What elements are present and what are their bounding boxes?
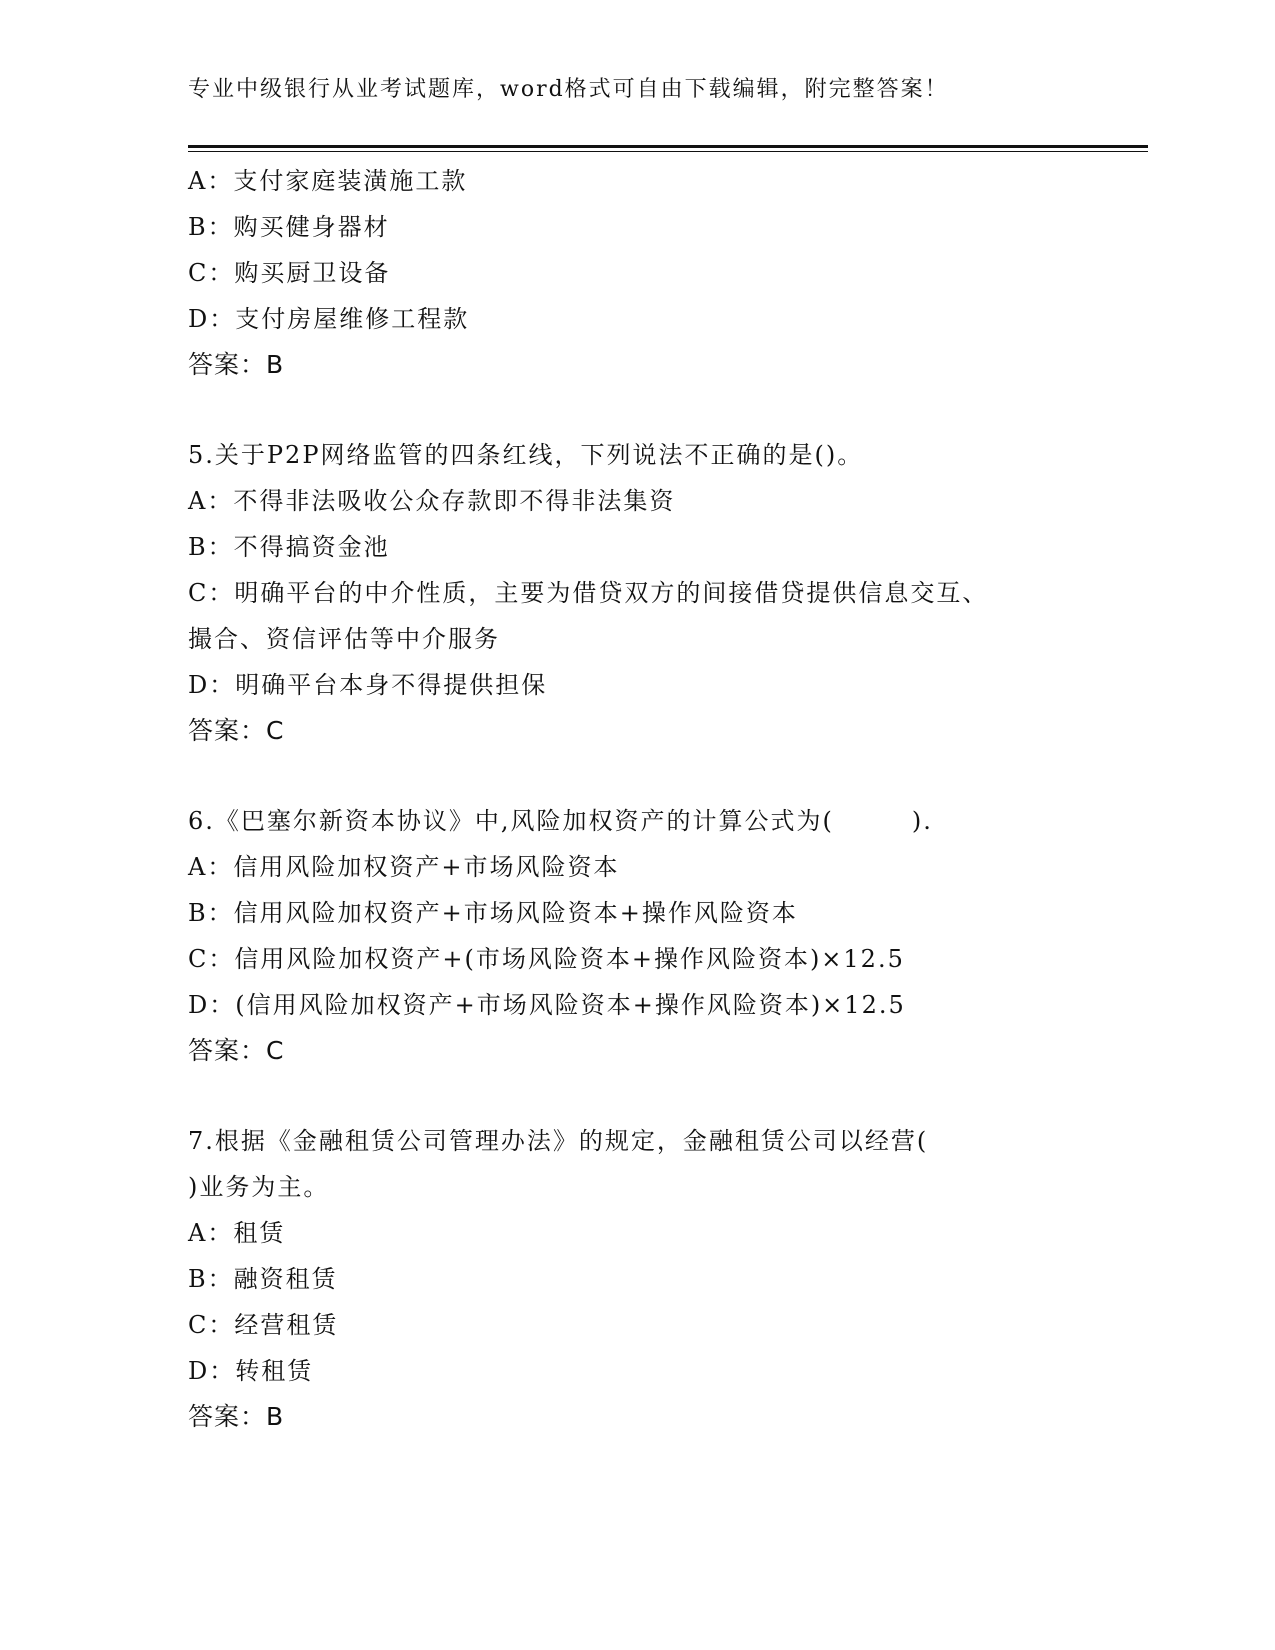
answer: 答案：C [188, 716, 285, 745]
question-block [188, 158, 1148, 388]
question-text-continued: )业务为主。 [188, 1173, 330, 1201]
header-divider-thin [188, 151, 1148, 152]
question-text: 5.关于P2P网络监管的四条红线，下列说法不正确的是()。 [188, 441, 864, 469]
answer: 答案：C [188, 1036, 285, 1065]
question-text: 6.《巴塞尔新资本协议》中,风险加权资产的计算公式为( ). [188, 807, 933, 835]
option-d: D：转租赁 [188, 1357, 314, 1385]
option-c: C：购买厨卫设备 [188, 259, 391, 287]
option-c: C：信用风险加权资产+(市场风险资本+操作风险资本)×12.5 [188, 945, 905, 973]
option-a: A：信用风险加权资产+市场风险资本 [188, 853, 620, 881]
option-d: D：明确平台本身不得提供担保 [188, 671, 548, 699]
question-spacer [188, 388, 1148, 432]
option-b: B：不得搞资金池 [188, 533, 390, 561]
question-block [188, 798, 1148, 1074]
question-spacer [188, 1074, 1148, 1118]
option-b: B：信用风险加权资产+市场风险资本+操作风险资本 [188, 899, 798, 927]
option-b: B：购买健身器材 [188, 213, 390, 241]
answer: 答案：B [188, 350, 285, 379]
page-header: 专业中级银行从业考试题库，word格式可自由下载编辑，附完整答案！ [188, 77, 949, 102]
option-a: A：支付家庭装潢施工款 [188, 167, 468, 195]
option-a: A：不得非法吸收公众存款即不得非法集资 [188, 487, 676, 515]
option-a: A：租赁 [188, 1219, 286, 1247]
option-c: C：明确平台的中介性质，主要为借贷双方的间接借贷提供信息交互、 [188, 579, 989, 607]
option-c: C：经营租赁 [188, 1311, 339, 1339]
option-c-continued: 撮合、资信评估等中介服务 [188, 625, 500, 653]
answer: 答案：B [188, 1402, 285, 1431]
question-list [188, 158, 1148, 1440]
question-text: 7.根据《金融租赁公司管理办法》的规定，金融租赁公司以经营( [188, 1127, 929, 1155]
question-block [188, 432, 1148, 754]
option-b: B：融资租赁 [188, 1265, 338, 1293]
option-d: D：支付房屋维修工程款 [188, 305, 470, 333]
header-divider [188, 145, 1148, 148]
option-d: D：(信用风险加权资产+市场风险资本+操作风险资本)×12.5 [188, 991, 906, 1019]
question-spacer [188, 754, 1148, 798]
question-block [188, 1118, 1148, 1440]
